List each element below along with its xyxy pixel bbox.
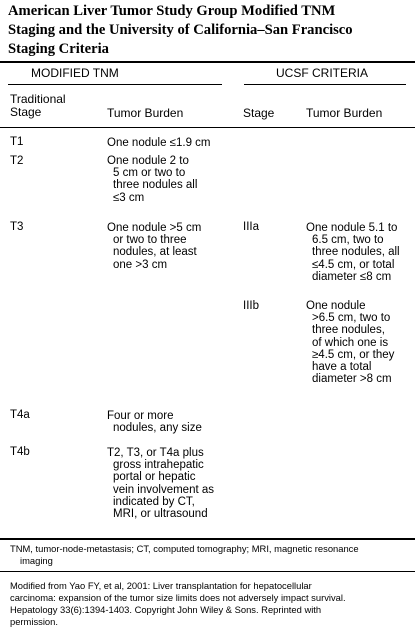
col-header-tumor-burden-tnm: Tumor Burden — [107, 106, 184, 120]
burden-line: One nodule >5 cm — [107, 222, 202, 234]
col-header-traditional-stage — [10, 93, 66, 119]
ucsf-group-rule — [244, 84, 406, 85]
header-line: Stage — [10, 105, 42, 119]
burden-line: three nodules, all — [312, 246, 400, 259]
burden-line: ≤3 cm — [113, 191, 145, 204]
stage-cell: T1 — [10, 136, 24, 148]
burden-line: 5 cm or two to — [113, 167, 186, 180]
burden-line: three nodules all — [113, 179, 198, 192]
burden-line: 6.5 cm, two to — [312, 234, 384, 247]
source-line: Modified from Yao FY, et al, 2001: Liver transplantation for hepatocellular — [10, 580, 312, 591]
burden-line: of which one is — [312, 336, 389, 349]
group-header-ucsf: UCSF CRITERIA — [276, 66, 369, 80]
burden-line: One nodule ≤1.9 cm — [107, 137, 211, 149]
burden-line: Four or more — [107, 410, 174, 422]
burden-cell — [107, 155, 197, 204]
title-line: Staging and the University of California–San Francisco — [8, 22, 353, 38]
burden-line: >6.5 cm, two to — [312, 312, 391, 325]
stage-cell: T4b — [10, 446, 30, 458]
footnote-line: imaging — [20, 554, 53, 566]
burden-line: portal or hepatic — [113, 471, 196, 484]
ucsf-stage-cell: IIIa — [243, 221, 259, 233]
burden-line: MRI, or ultrasound — [113, 508, 208, 521]
ucsf-burden-cell — [306, 222, 400, 283]
burden-line: diameter >8 cm — [312, 373, 392, 386]
burden-cell — [107, 410, 202, 434]
bottom-rule — [0, 538, 415, 540]
ucsf-stage-cell: IIIb — [243, 300, 259, 312]
burden-line: One nodule 2 to — [107, 155, 189, 167]
title-line: Staging Criteria — [8, 41, 109, 57]
burden-line: diameter ≤8 cm — [312, 270, 392, 283]
burden-line: ≥4.5 cm, or they — [312, 348, 395, 361]
source-note — [10, 580, 410, 628]
burden-line: nodules, any size — [113, 422, 202, 435]
burden-line: or two to three — [113, 234, 187, 247]
burden-line: indicated by CT, — [113, 495, 195, 508]
burden-line: nodules, at least — [113, 246, 197, 259]
header-line: Traditional — [10, 92, 66, 106]
burden-line: three nodules, — [312, 324, 385, 337]
burden-line: T2, T3, or T4a plus — [107, 447, 204, 459]
col-header-ucsf-stage: Stage — [243, 106, 275, 120]
abbreviations-footnote — [10, 543, 410, 567]
header-rule — [0, 127, 415, 128]
footnote-line: TNM, tumor-node-metastasis; CT, computed tomography; MRI, magnetic resonance — [10, 543, 359, 554]
burden-line: vein involvement as — [113, 483, 214, 496]
burden-line: One nodule — [306, 300, 366, 312]
burden-line: have a total — [312, 361, 372, 374]
burden-line: gross intrahepatic — [113, 459, 204, 472]
table-title — [8, 2, 408, 59]
top-rule — [0, 61, 415, 63]
stage-cell: T4a — [10, 409, 30, 421]
burden-cell — [107, 222, 201, 271]
footnote-rule — [0, 571, 415, 572]
source-line: Hepatology 33(6):1394-1403. Copyright John Wiley & Sons. Reprinted with — [10, 603, 322, 615]
burden-line: ≤4.5 cm, or total — [312, 258, 395, 271]
title-line: American Liver Tumor Study Group Modified TNM — [8, 3, 336, 19]
burden-line: one >3 cm — [113, 258, 168, 271]
burden-line: One nodule 5.1 to — [306, 222, 398, 234]
source-line: permission. — [10, 615, 58, 627]
source-line: carcinoma: expansion of the tumor size limits does not adversely impact survival. — [10, 591, 346, 603]
stage-cell: T2 — [10, 155, 24, 167]
burden-cell — [107, 447, 214, 520]
burden-cell — [107, 137, 210, 149]
col-header-tumor-burden-ucsf: Tumor Burden — [306, 106, 383, 120]
tnm-group-rule — [8, 84, 222, 85]
stage-cell: T3 — [10, 221, 24, 233]
ucsf-burden-cell — [306, 300, 394, 385]
group-header-tnm: MODIFIED TNM — [31, 66, 119, 80]
